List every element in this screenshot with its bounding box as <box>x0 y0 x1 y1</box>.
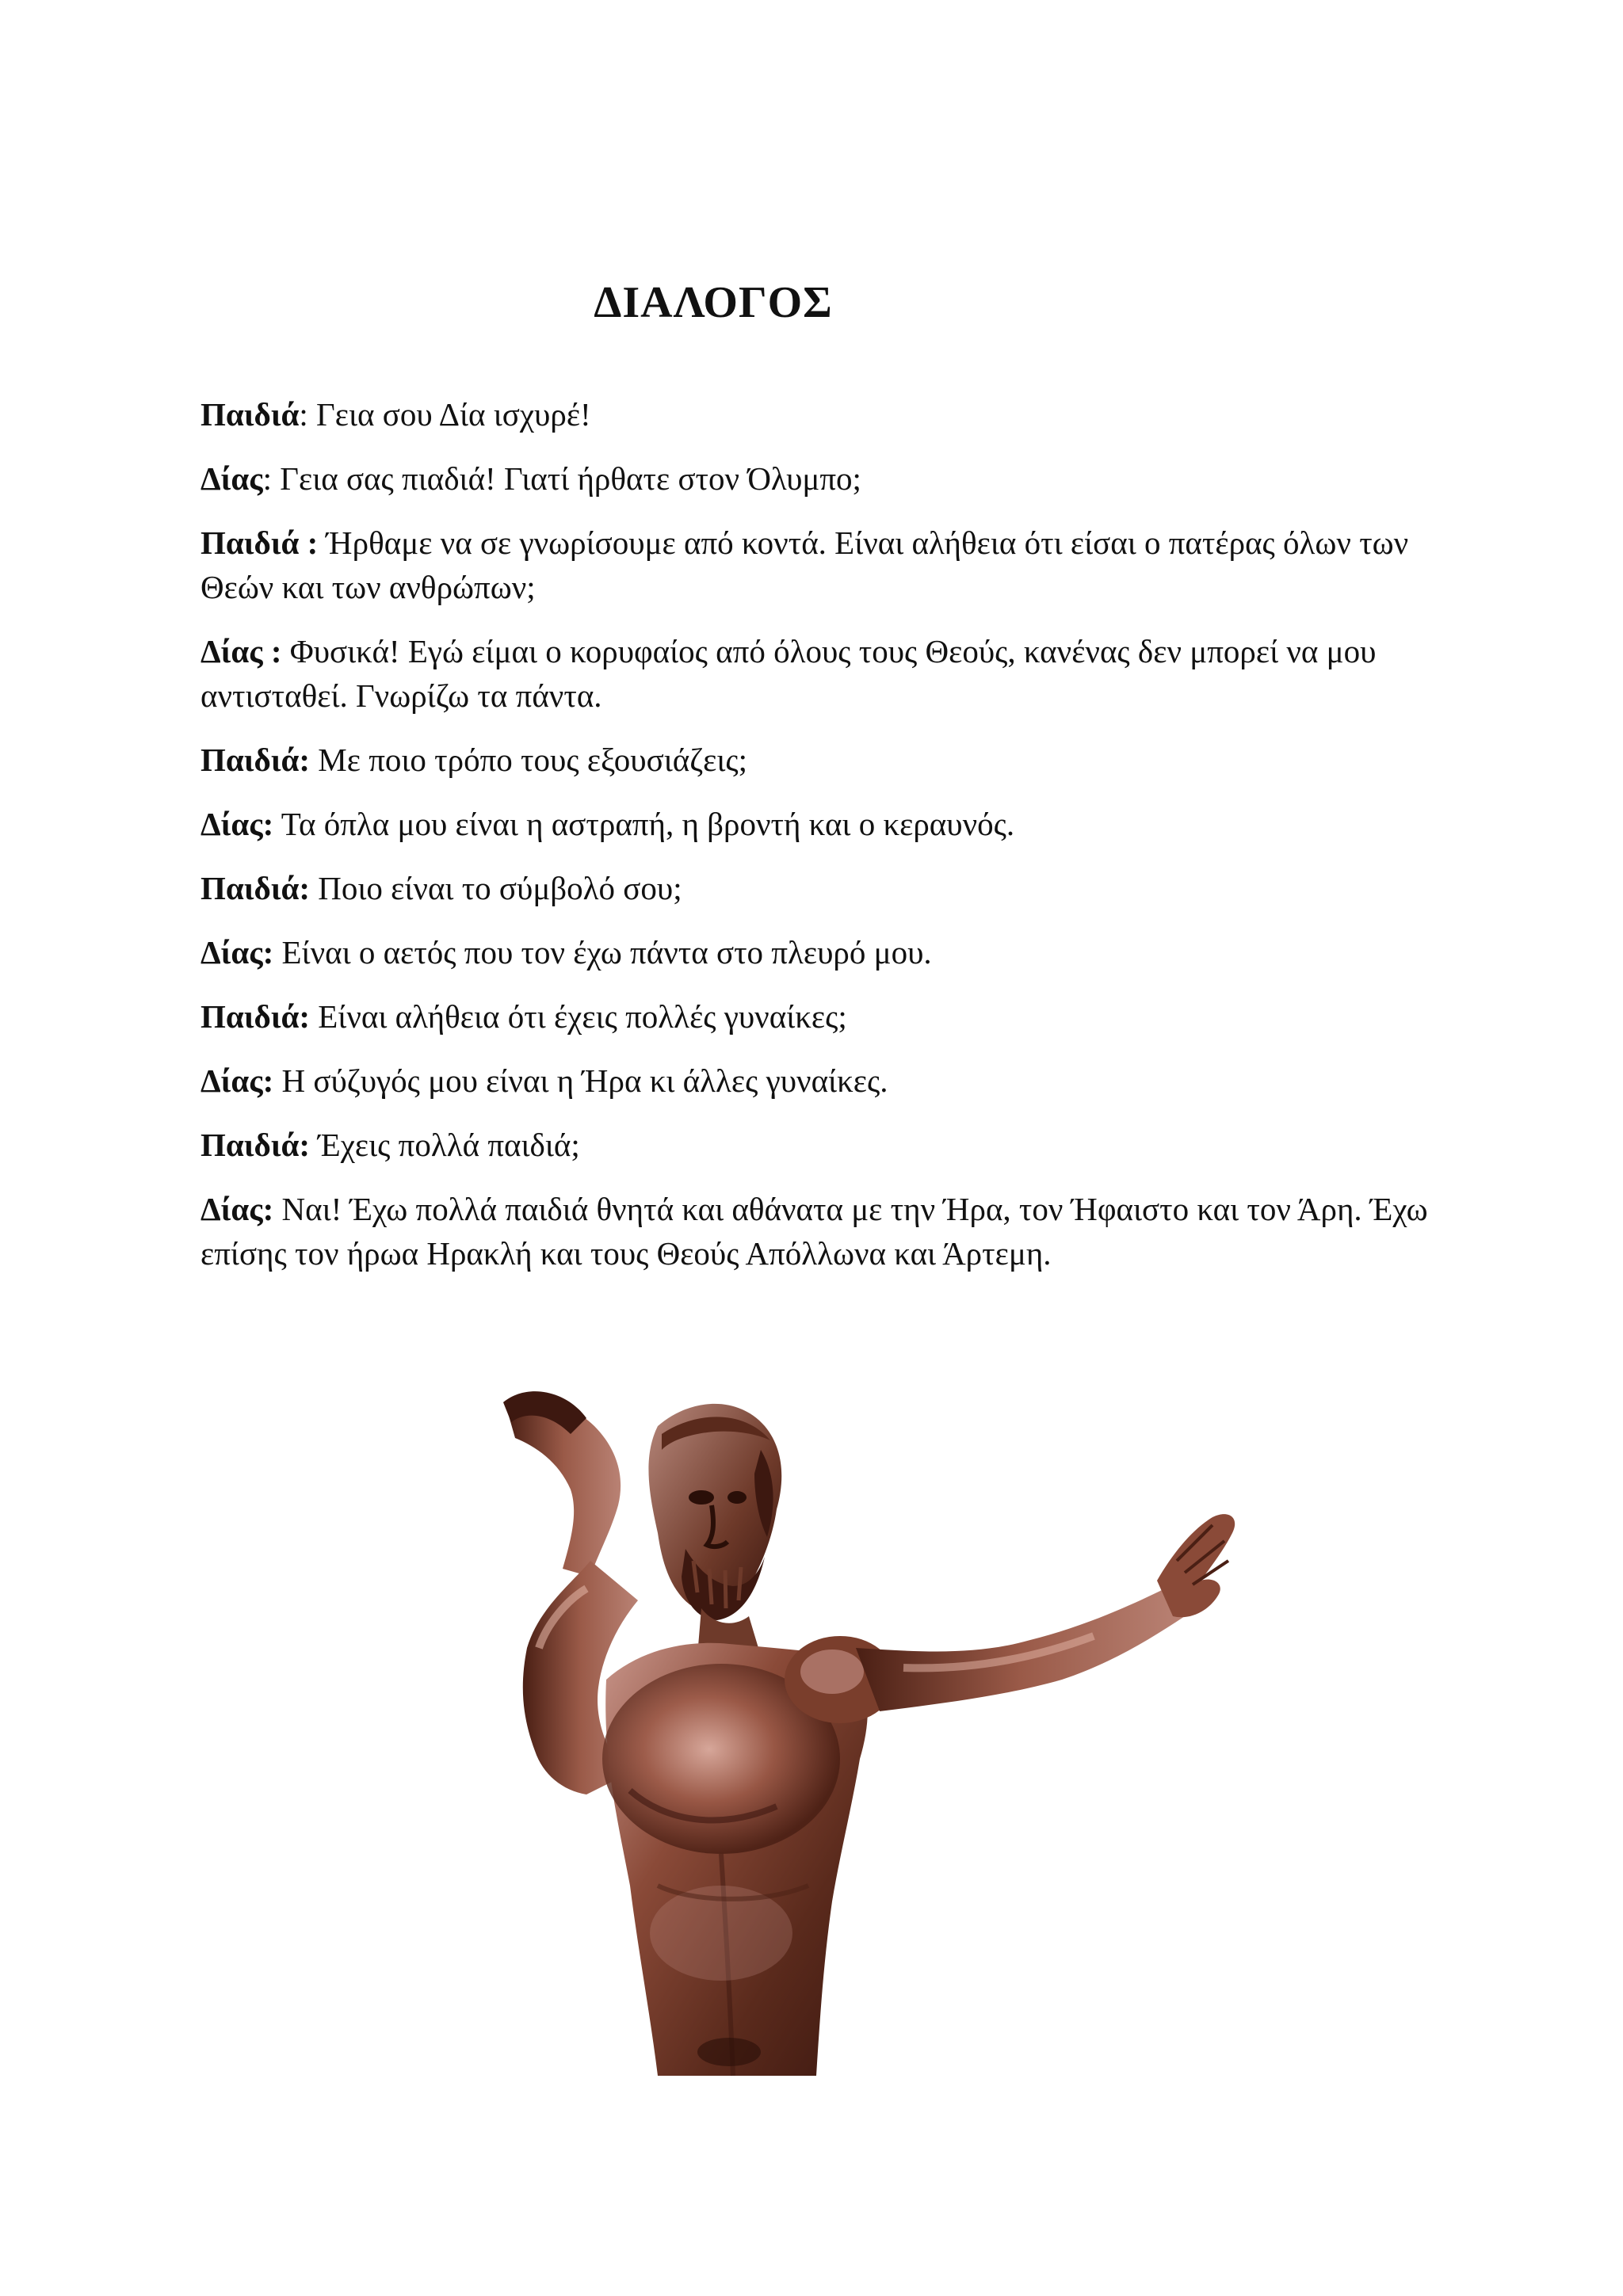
speaker-name: Δίας: <box>200 806 274 842</box>
line-text: Τα όπλα μου είναι η αστραπή, η βροντή και ο κεραυνός. <box>281 806 1015 842</box>
line-text: Με ποιο τρόπο τους εξουσιάζεις; <box>318 742 748 778</box>
dialogue-line <box>200 1123 1437 1167</box>
speaker-separator <box>282 633 290 669</box>
dialogue-line <box>200 930 1437 974</box>
line-text: Έχεις πολλά παιδιά; <box>318 1127 580 1163</box>
dialogue-line <box>200 521 1437 609</box>
speaker-separator: : <box>299 396 317 433</box>
speaker-name: Παιδιά: <box>200 870 311 906</box>
line-text: Είναι αλήθεια ότι έχεις πολλές γυναίκες; <box>318 998 847 1035</box>
line-text: Η σύζυγός μου είναι η Ήρα κι άλλες γυναίκες. <box>281 1062 888 1099</box>
speaker-separator <box>310 1127 318 1163</box>
dialogue-body <box>200 392 1437 1295</box>
speaker-separator <box>273 1191 281 1227</box>
document-title: ΔΙΑΛΟΓΟΣ <box>594 278 833 327</box>
speaker-name: Δίας <box>200 460 263 497</box>
speaker-name: Δίας: <box>200 934 274 971</box>
speaker-name: Δίας : <box>200 633 282 669</box>
speaker-separator: : <box>262 460 281 497</box>
speaker-separator <box>273 1062 281 1099</box>
speaker-separator <box>310 998 318 1035</box>
line-text: Ποιο είναι το σύμβολό σου; <box>318 870 682 906</box>
dialogue-line <box>200 994 1437 1039</box>
dialogue-line <box>200 802 1437 846</box>
line-text: Φυσικά! Εγώ είμαι ο κορυφαίος από όλους τους Θεούς, κανένας δεν μπορεί να μου αντισταθεί. Γνωρίζω τα πάντα. <box>200 633 1377 714</box>
dialogue-line <box>200 1058 1437 1103</box>
line-text: Ναι! Έχω πολλά παιδιά θνητά και αθάνατα με την Ήρα, τον Ήφαιστο και τον Άρη. Έχω επίσης τον ήρωα Ηρακλή και τους Θεούς Απόλλωνα και Άρτεμη. <box>200 1191 1428 1272</box>
speaker-name: Δίας: <box>200 1062 274 1099</box>
line-text: Γεια σου Δία ισχυρέ! <box>316 396 591 433</box>
line-text: Γεια σας πιαδιά! Γιατί ήρθατε στον Όλυμπο; <box>280 460 861 497</box>
speaker-separator <box>310 742 318 778</box>
line-text: Ήρθαμε να σε γνωρίσουμε από κοντά. Είναι αλήθεια ότι είσαι ο πατέρας όλων των Θεών και των ανθρώπων; <box>200 524 1409 605</box>
statue-illustration <box>460 1379 1268 2107</box>
dialogue-line <box>200 866 1437 910</box>
speaker-name: Παιδιά <box>200 396 300 433</box>
speaker-name: Παιδιά: <box>200 1127 311 1163</box>
dialogue-line <box>200 1187 1437 1276</box>
speaker-name: Παιδιά : <box>200 524 319 561</box>
speaker-name: Παιδιά: <box>200 998 311 1035</box>
dialogue-line <box>200 629 1437 718</box>
speaker-name: Παιδιά: <box>200 742 311 778</box>
speaker-separator <box>273 806 281 842</box>
speaker-separator <box>273 934 281 971</box>
speaker-separator <box>310 870 318 906</box>
dialogue-line <box>200 738 1437 782</box>
dialogue-line <box>200 456 1437 501</box>
line-text: Είναι ο αετός που τον έχω πάντα στο πλευρό μου. <box>281 934 932 971</box>
speaker-name: Δίας: <box>200 1191 274 1227</box>
bronze-zeus-statue-icon <box>460 1379 1268 2107</box>
speaker-separator <box>318 524 326 561</box>
dialogue-line <box>200 392 1437 437</box>
